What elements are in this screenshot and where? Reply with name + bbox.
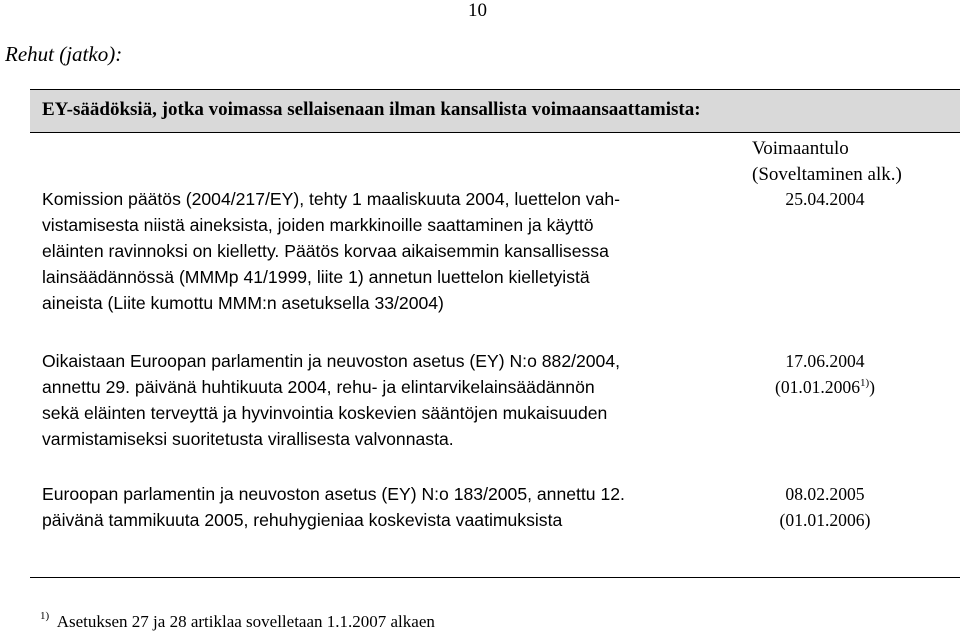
footnote-marker: 1) <box>40 610 50 622</box>
application-date-text: (01.01.2006 <box>774 377 860 397</box>
entry-line: Oikaistaan Euroopan parlamentin ja neuvoston asetus (EY) N:o 882/2004, <box>42 351 621 371</box>
entry-3-application-date: (01.01.2006) <box>779 510 871 530</box>
effective-date-column-header <box>752 136 902 188</box>
page-number: 10 <box>468 0 487 21</box>
entry-3-effective-date: 08.02.2005 <box>785 484 865 504</box>
entry-line: Euroopan parlamentin ja neuvoston asetus (EY) N:o 183/2005, annettu 12. <box>42 484 625 504</box>
column-header-line-1: Voimaantulo <box>752 138 849 159</box>
entry-line: annettu 29. päivänä huhtikuuta 2004, rehu- ja elintarvikelainsäädännön <box>42 377 595 397</box>
column-header-line-2: (Soveltaminen alk.) <box>752 164 902 185</box>
footnote-reference: 1) <box>860 377 870 389</box>
regulation-entry-3 <box>42 481 625 533</box>
entry-line: vistamisesta niistä aineksista, joiden markkinoille saattaminen ja käyttö <box>42 215 594 235</box>
entry-line: eläinten ravinnoksi on kielletty. Päätös korvaa aikaisemmin kansallisessa <box>42 241 609 261</box>
regulation-entry-2 <box>42 348 620 452</box>
entry-line: aineista (Liite kumottu MMM:n asetuksella 33/2004) <box>42 293 444 313</box>
footnote <box>40 612 435 632</box>
regulation-entry-1 <box>42 186 620 316</box>
entry-2-application-date <box>745 374 905 403</box>
entry-2-effective-date: 17.06.2004 <box>785 351 865 371</box>
entry-line: päivänä tammikuuta 2005, rehuhygieniaa koskevista vaatimuksista <box>42 510 563 530</box>
footnote-text: Asetuksen 27 ja 28 artiklaa sovelletaan 1.1.2007 alkaen <box>56 612 435 631</box>
entry-line: varmistamiseksi suoritetusta virallisesta valvonnasta. <box>42 429 454 449</box>
section-title: Rehut (jatko): <box>5 42 123 66</box>
entry-line: Komission päätös (2004/217/EY), tehty 1 maaliskuuta 2004, luettelon vah- <box>42 189 621 209</box>
entry-line: sekä eläinten terveyttä ja hyvinvointia koskevien sääntöjen mukaisuuden <box>42 403 608 423</box>
table-bottom-rule <box>30 577 960 578</box>
entry-1-effective-date: 25.04.2004 <box>785 189 865 209</box>
entry-line: lainsäädännössä (MMMp 41/1999, liite 1) annetun luettelon kielletyistä <box>42 267 590 287</box>
application-date-close: ) <box>869 377 876 397</box>
table-header-text: EY-säädöksiä, jotka voimassa sellaisenaan ilman kansallista voimaansaattamista: <box>42 99 701 120</box>
